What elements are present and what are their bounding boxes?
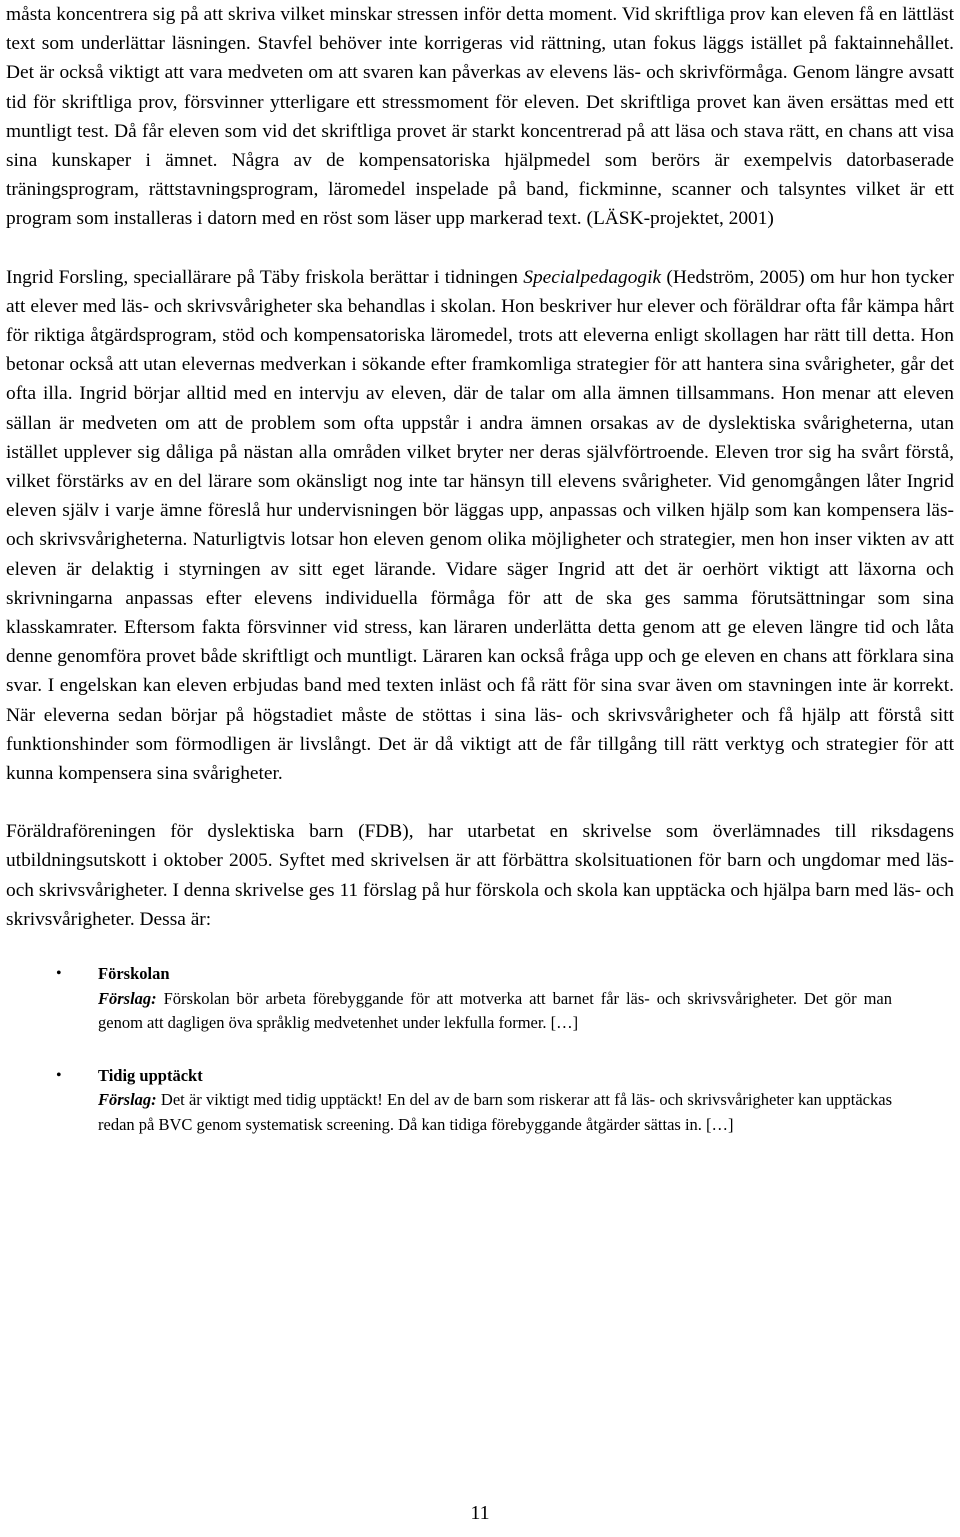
bullet-icon: • <box>56 1066 62 1084</box>
proposal-list <box>6 962 954 1138</box>
list-item <box>6 1064 954 1138</box>
proposal-text: Det är viktigt med tidig upptäckt! En del av de barn som riskerar att få läs- och skrivsvårigheter kan upptäckas redan på BVC genom systematisk screening. Då kan tidiga förebyggande åtgärder sättas in. […] <box>98 1090 892 1135</box>
list-item-title: Tidig upptäckt <box>98 1065 203 1085</box>
document-page <box>6 0 954 1138</box>
body-paragraph: måsta koncentrera sig på att skriva vilket minskar stressen inför detta moment. Vid skriftliga prov kan eleven få en lättläst text som underlättar läsningen. Stavfel behöver inte korrigeras vid rättning, utan fokus läggs istället på faktainnehållet. Det är också viktigt att vara medveten om att svaren kan påverkas av elevens läs- och skrivförmåga. Genom längre avsatt tid för skriftliga prov, försvinner ytterligare ett stressmoment för eleven. Det skriftliga provet kan även ersättas med ett muntligt test. Då får eleven som vid det skriftliga provet är starkt koncentrerad på att läsa och stava rätt, en chans att visa sina kunskaper i ämnet. Några av de kompensatoriska hjälpmedel som berörs är exempelvis datorbaserade träningsprogram, rättstavningsprogram, läromedel inspelade på band, fickminne, scanner och talsyntes vilket är ett program som installeras i datorn med en röst som läser upp markerad text. (LÄSK-projektet, 2001) <box>6 4 954 230</box>
proposal-label: Förslag: <box>98 1090 157 1110</box>
paragraph-text: (Hedström, 2005) om hur hon tycker att elever med läs- och skrivsvårigheter ska behandlas i skolan. Hon beskriver hur elever och föräldrar ofta får kämpa hårt för riktiga åtgärdsprogram, stöd och kompensatoriska läromedel, trots att eleverna enligt skollagen har rätt till detta. Hon betonar också att utan elevernas medverkan i sökande efter framkomliga strategier för att hantera sina svårigheter, går det ofta illa. Ingrid börjar alltid med en intervju av eleven, där de talar om alla ämnen tillsammans. Hon menar att eleven sällan är medveten om att de problem som ofta uppstår i andra ämnen orsakas av de dyslektiska svårigheterna, utan istället upplever sig dåliga på nästan alla områden vilket bryter ner deras självförtroende. Eleven tror sig ha svårt förstå, vilket förstärks av en del lärare som okänsligt nog inte tar hänsyn till elevens svårigheter. Vid genomgången låter Ingrid eleven själv i varje ämne föreslå hur undervisningen bör läggas upp, anpassas och vilken hjälp som kan kompensera läs- och skrivsvårigheterna. Naturligtvis lotsar hon eleven genom olika möjligheter och strategier, men hon inser vikten av att eleven är delaktig i styrningen av sitt eget lärande. Vidare säger Ingrid att det är oerhört viktigt att läxorna och skrivningarna anpassas efter elevens individuella förmåga för att de ska ges samma förutsättningar som sina klasskamrater. Eftersom fakta försvinner vid stress, kan läraren underlätta detta genom att ge eleven längre tid och låta denne genomföra provet både skriftligt och muntligt. Läraren kan också fråga upp och ge eleven en chans att förklara sina svar. I engelskan kan eleven erbjudas band med texten inläst och få rätt för sina svar även om stavningen inte är korrekt. När eleverna sedan börjar på högstadiet måste de stöttas i sina läs- och skrivsvårigheter och få hjälp att förstå sitt funktionshinder som förmodligen är livslångt. Det är då viktigt att de får tillgång till rätt verktyg och strategier för att kunna kompensera sina svårigheter. <box>6 266 954 785</box>
magazine-title: Specialpedagogik <box>523 266 662 288</box>
list-item-title: Förskolan <box>98 964 170 984</box>
proposal-label: Förslag: <box>98 988 157 1008</box>
proposal-text: Förskolan bör arbeta förebyggande för att motverka att barnet får läs- och skrivsvårigheter. Det gör man genom att dagligen öva språklig medvetenhet under lekfulla former. […] <box>98 988 892 1033</box>
paragraph-text: Ingrid Forsling, speciallärare på Täby friskola berättar i tidningen <box>6 266 524 288</box>
list-item-body <box>98 987 892 1036</box>
list-item-body <box>98 1088 892 1137</box>
list-item <box>6 962 954 1036</box>
body-paragraph <box>6 263 954 789</box>
bullet-icon: • <box>56 965 62 983</box>
body-paragraph: Föräldraföreningen för dyslektiska barn (FDB), har utarbetat en skrivelse som överlämnades till riksdagens utbildningsutskott i oktober 2005. Syftet med skrivelsen är att förbättra skolsituationen för barn och ungdomar med läs- och skrivsvårigheter. I denna skrivelse ges 11 förslag på hur förskola och skola kan upptäcka och hjälpa barn med läs- och skrivsvårigheter. Dessa är: <box>6 821 954 930</box>
page-number: 11 <box>470 1502 490 1524</box>
